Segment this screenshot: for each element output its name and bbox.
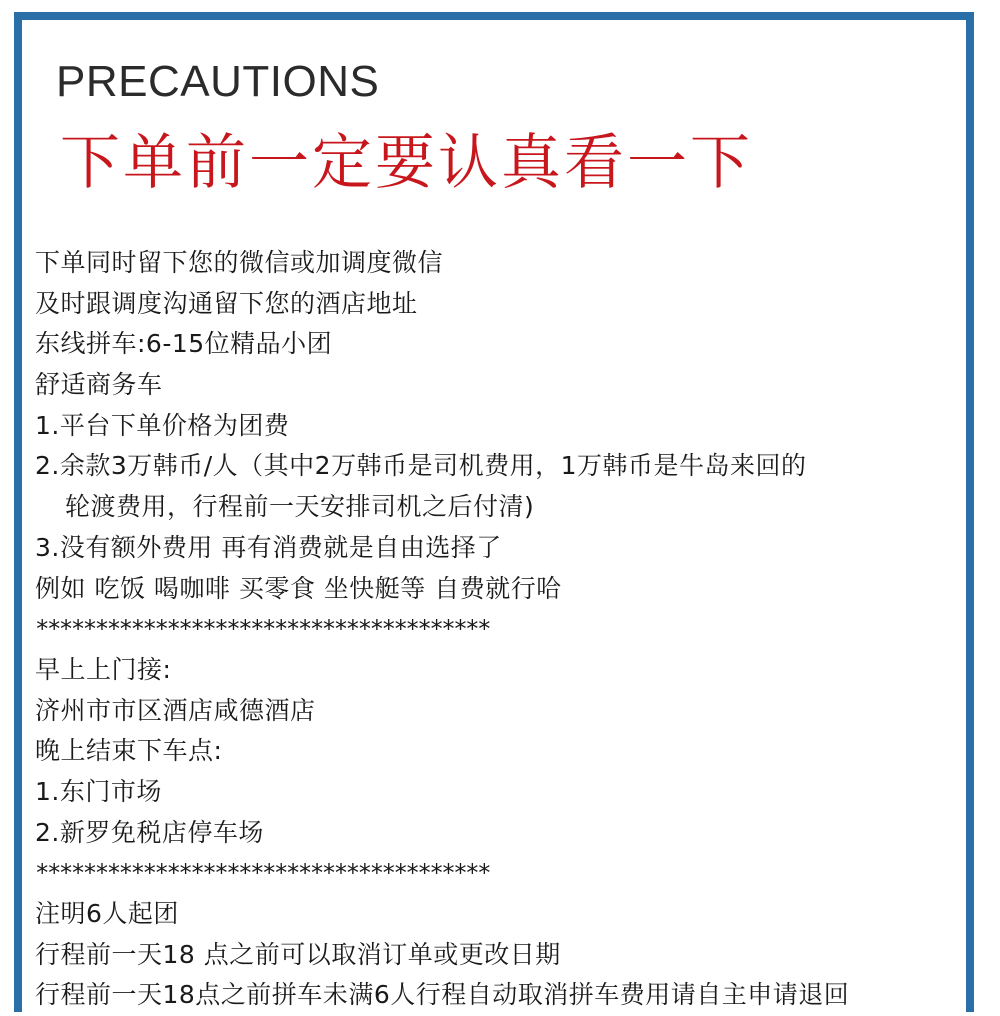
notice-line: 行程前一天18点之前拼车未满6人行程自动取消拼车费用请自主申请退回 xyxy=(35,980,850,1010)
notice-line: 东线拼车:6-15位精品小团 xyxy=(35,329,333,359)
notice-line: 及时跟调度沟通留下您的酒店地址 xyxy=(35,288,418,318)
notice-line: 舒适商务车 xyxy=(35,370,163,400)
notice-line: 1.东门市场 xyxy=(35,776,162,806)
separator-line: ************************************** xyxy=(35,859,490,888)
notice-line: 例如 吃饭 喝咖啡 买零食 坐快艇等 自费就行哈 xyxy=(35,573,562,603)
notice-line: 2.余款3万韩币/人（其中2万韩币是司机费用，1万韩币是牛岛来回的 xyxy=(35,451,807,481)
notice-line: 行程前一天18 点之前可以取消订单或更改日期 xyxy=(35,939,561,969)
read-carefully-heading: 下单前一定要认真看一下 xyxy=(60,128,753,198)
notice-line: 3.没有额外费用 再有消费就是自由选择了 xyxy=(35,532,502,562)
notice-line: 注明6人起团 xyxy=(35,899,179,928)
notice-line: 1.平台下单价格为团费 xyxy=(35,410,290,440)
notice-line: 济州市市区酒店咸德酒店 xyxy=(35,695,316,725)
notice-line: 2.新罗免税店停车场 xyxy=(35,817,264,847)
notice-body xyxy=(35,243,849,1016)
notice-line: 晚上结束下车点: xyxy=(35,736,223,766)
notice-line: 早上上门接: xyxy=(35,654,172,684)
notice-line: 轮渡费用，行程前一天安排司机之后付清) xyxy=(65,492,535,522)
notice-line: 下单同时留下您的微信或加调度微信 xyxy=(35,248,444,277)
precautions-title: PRECAUTIONS xyxy=(56,57,380,106)
separator-line: ************************************** xyxy=(35,615,490,644)
